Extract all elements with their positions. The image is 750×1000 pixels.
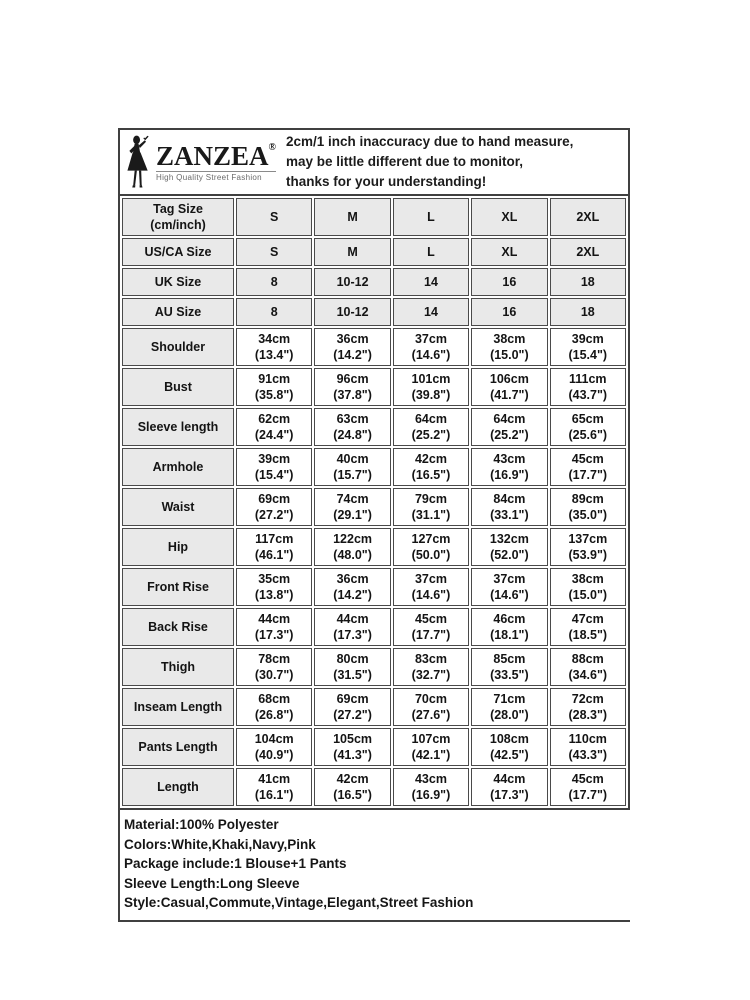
row-label: Sleeve length [122,408,234,446]
table-cell: 14 [393,268,469,296]
table-cell: 45cm (17.7") [550,448,626,486]
table-cell: 37cm (14.6") [471,568,547,606]
table-cell: 36cm (14.2") [314,568,390,606]
row-label: Back Rise [122,608,234,646]
row-label: Tag Size (cm/inch) [122,198,234,236]
table-row [122,238,626,266]
table-row [122,728,626,766]
table-cell: 10-12 [314,268,390,296]
row-label: Pants Length [122,728,234,766]
table-cell: 38cm (15.0") [550,568,626,606]
table-cell: 108cm (42.5") [471,728,547,766]
table-row [122,608,626,646]
product-info-line: Sleeve Length:Long Sleeve [124,875,300,891]
table-cell: 106cm (41.7") [471,368,547,406]
table-row [122,648,626,686]
registered-mark: ® [268,141,277,153]
table-cell: 2XL [550,238,626,266]
table-cell: 88cm (34.6") [550,648,626,686]
table-cell: 42cm (16.5") [314,768,390,806]
table-cell: 44cm (17.3") [314,608,390,646]
table-cell: 45cm (17.7") [393,608,469,646]
table-cell: 37cm (14.6") [393,568,469,606]
table-cell: M [314,198,390,236]
product-info [118,808,630,922]
table-row [122,198,626,236]
table-cell: 78cm (30.7") [236,648,312,686]
table-cell: 36cm (14.2") [314,328,390,366]
table-cell: 2XL [550,198,626,236]
table-cell: 110cm (43.3") [550,728,626,766]
table-cell: 74cm (29.1") [314,488,390,526]
table-cell: 14 [393,298,469,326]
table-cell: 42cm (16.5") [393,448,469,486]
table-row [122,368,626,406]
table-cell: 107cm (42.1") [393,728,469,766]
table-row [122,268,626,296]
table-cell: 69cm (27.2") [314,688,390,726]
table-cell: 35cm (13.8") [236,568,312,606]
table-cell: 96cm (37.8") [314,368,390,406]
table-cell: 10-12 [314,298,390,326]
row-label: Armhole [122,448,234,486]
brand-name [156,140,277,171]
table-row [122,568,626,606]
table-cell: 117cm (46.1") [236,528,312,566]
brand-logo [120,135,282,189]
table-row [122,448,626,486]
row-label: Bust [122,368,234,406]
row-label: UK Size [122,268,234,296]
table-cell: 83cm (32.7") [393,648,469,686]
table-row [122,488,626,526]
table-cell: 91cm (35.8") [236,368,312,406]
table-cell: 40cm (15.7") [314,448,390,486]
table-cell: 127cm (50.0") [393,528,469,566]
table-cell: 18 [550,298,626,326]
table-cell: 39cm (15.4") [236,448,312,486]
row-label: Thigh [122,648,234,686]
table-cell: 104cm (40.9") [236,728,312,766]
table-cell: XL [471,238,547,266]
disclaimer-line: may be little different due to monitor, [286,154,524,169]
row-label: AU Size [122,298,234,326]
table-cell: 89cm (35.0") [550,488,626,526]
size-chart-sheet [118,128,630,922]
disclaimer-line: thanks for your understanding! [286,174,487,189]
table-cell: 71cm (28.0") [471,688,547,726]
table-cell: 85cm (33.5") [471,648,547,686]
table-cell: 80cm (31.5") [314,648,390,686]
table-cell: L [393,198,469,236]
product-info-line: Style:Casual,Commute,Vintage,Elegant,Street Fashion [124,895,474,910]
table-cell: M [314,238,390,266]
table-cell: 64cm (25.2") [393,408,469,446]
table-row [122,298,626,326]
table-cell: L [393,238,469,266]
table-cell: 45cm (17.7") [550,768,626,806]
table-cell: 47cm (18.5") [550,608,626,646]
table-cell: 63cm (24.8") [314,408,390,446]
table-cell: 37cm (14.6") [393,328,469,366]
table-cell: 137cm (53.9") [550,528,626,566]
table-cell: 105cm (41.3") [314,728,390,766]
table-cell: 122cm (48.0") [314,528,390,566]
header-band [118,128,630,196]
table-cell: 65cm (25.6") [550,408,626,446]
table-row [122,408,626,446]
row-label: Inseam Length [122,688,234,726]
disclaimer-text [282,132,573,192]
table-row [122,688,626,726]
table-cell: 8 [236,298,312,326]
disclaimer-line: 2cm/1 inch inaccuracy due to hand measure, [286,134,574,149]
table-cell: XL [471,198,547,236]
brand-block [156,140,277,182]
size-chart-table [118,194,630,810]
table-row [122,768,626,806]
row-label: US/CA Size [122,238,234,266]
table-cell: 84cm (33.1") [471,488,547,526]
table-cell: 16 [471,298,547,326]
table-cell: S [236,198,312,236]
table-cell: 62cm (24.4") [236,408,312,446]
product-info-line: Package include:1 Blouse+1 Pants [124,856,347,871]
table-cell: 44cm (17.3") [471,768,547,806]
table-cell: 72cm (28.3") [550,688,626,726]
table-cell: 34cm (13.4") [236,328,312,366]
table-cell: 38cm (15.0") [471,328,547,366]
table-cell: 132cm (52.0") [471,528,547,566]
size-table-body [122,198,626,806]
table-cell: 46cm (18.1") [471,608,547,646]
table-cell: 44cm (17.3") [236,608,312,646]
table-cell: 101cm (39.8") [393,368,469,406]
table-cell: 43cm (16.9") [471,448,547,486]
table-cell: 16 [471,268,547,296]
table-cell: 43cm (16.9") [393,768,469,806]
brand-tagline: High Quality Street Fashion [156,171,276,182]
product-info-line: Material:100% Polyester [124,817,279,832]
table-cell: 111cm (43.7") [550,368,626,406]
table-cell: 18 [550,268,626,296]
row-label: Length [122,768,234,806]
table-cell: 68cm (26.8") [236,688,312,726]
brand-name-text: ZANZEA [156,140,269,171]
woman-silhouette-icon [124,135,154,189]
table-cell: 69cm (27.2") [236,488,312,526]
table-cell: 64cm (25.2") [471,408,547,446]
row-label: Waist [122,488,234,526]
row-label: Shoulder [122,328,234,366]
table-cell: 8 [236,268,312,296]
table-cell: 70cm (27.6") [393,688,469,726]
table-cell: 79cm (31.1") [393,488,469,526]
row-label: Front Rise [122,568,234,606]
table-cell: 41cm (16.1") [236,768,312,806]
product-info-line: Colors:White,Khaki,Navy,Pink [124,836,316,852]
table-cell: S [236,238,312,266]
row-label: Hip [122,528,234,566]
table-cell: 39cm (15.4") [550,328,626,366]
table-row [122,528,626,566]
table-row [122,328,626,366]
